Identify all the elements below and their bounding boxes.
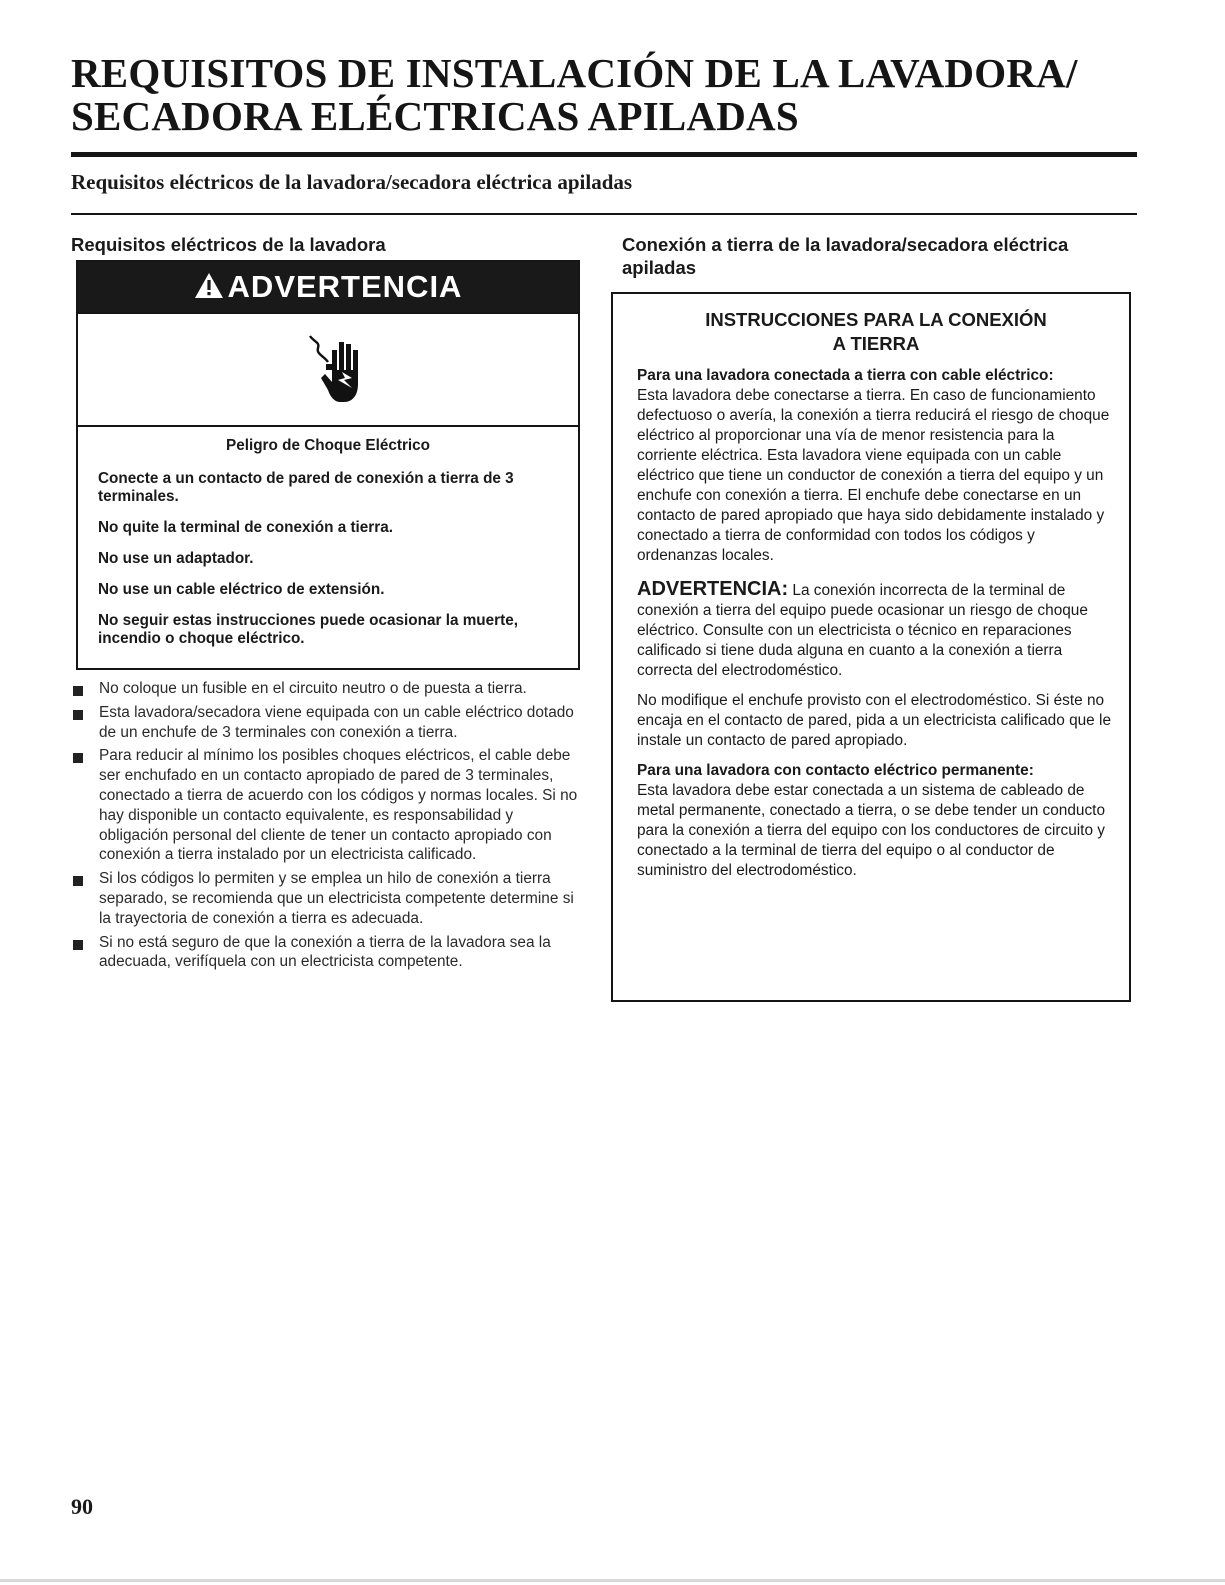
title-rule	[71, 152, 1137, 157]
permanent-heading: Para una lavadora con contacto eléctrico permanente:	[637, 762, 1034, 779]
warning-box	[76, 260, 580, 670]
page-bottom-edge	[0, 1579, 1225, 1582]
grounding-instructions-box	[611, 292, 1131, 1002]
modify-plug-text: No modifique el enchufe provisto con el electrodoméstico. Si éste no encaja en el contacto de pared, pida a un electricista calificado que le instale un contacto de pared apropiado.	[637, 692, 1111, 749]
page-title	[71, 52, 1151, 138]
permanent-section	[637, 761, 1115, 881]
warning-header	[78, 262, 578, 314]
page-title-line-2: SECADORA ELÉCTRICAS APILADAS	[71, 93, 799, 139]
square-bullet-icon	[73, 710, 83, 720]
subtitle-rule	[71, 213, 1137, 215]
grounding-title	[637, 308, 1115, 356]
warning-line: No quite la terminal de conexión a tierra.	[98, 519, 393, 536]
grounding-title-line-1: INSTRUCCIONES PARA LA CONEXIÓN	[705, 309, 1047, 330]
warning-line: Conecte a un contacto de pared de conexión a tierra de 3 terminales.	[98, 470, 514, 505]
page-title-line-1: REQUISITOS DE INSTALACIÓN DE LA LAVADORA/	[71, 50, 1078, 96]
warning-title: ADVERTENCIA	[227, 269, 463, 304]
corded-section	[637, 366, 1115, 566]
warning-title-wrap	[194, 269, 463, 305]
grounding-title-line-2: A TIERRA	[832, 333, 920, 354]
warning-hazard: Peligro de Choque Eléctrico	[226, 437, 430, 454]
list-item-text: Si no está seguro de que la conexión a tierra de la lavadora sea la adecuada, verifíquela con un electricista competente.	[99, 933, 551, 971]
list-item	[71, 679, 581, 699]
section-subtitle: Requisitos eléctricos de la lavadora/secadora eléctrica apiladas	[71, 170, 633, 194]
corded-text: Esta lavadora debe conectarse a tierra. En caso de funcionamiento defectuoso o avería, la conexión a tierra reducirá el riesgo de choque eléctrico al proporcionar una vía de menor resistencia para la corriente eléctrica. Esta lavadora viene equipada con un cable eléctrico que tiene un conductor de conexión a tierra del equipo y un enchufe con conexión a tierra. El enchufe debe conectarse en un contacto de pared apropiado que haya sido debidamente instalado y conectado a tierra de conformidad con todos los códigos y ordenanzas locales.	[637, 387, 1110, 564]
list-item-text: Esta lavadora/secadora viene equipada con un cable eléctrico dotado de un enchufe de 3 terminales con conexión a tierra.	[99, 703, 574, 741]
grounding-warning	[637, 579, 1115, 681]
square-bullet-icon	[73, 686, 83, 696]
left-column-heading: Requisitos eléctricos de la lavadora	[71, 234, 386, 255]
permanent-text: Esta lavadora debe estar conectada a un sistema de cableado de metal permanente, conectado a tierra, o se debe tender un conducto para la conexión a tierra del equipo con los conductores de circuito y conectado a la terminal de tierra del equipo o al conductor de suministro del electrodoméstico.	[637, 782, 1106, 879]
warning-triangle-icon	[194, 272, 224, 299]
grounding-warning-label: ADVERTENCIA:	[637, 578, 789, 600]
warning-line: No seguir estas instrucciones puede ocasionar la muerte, incendio o choque eléctrico.	[98, 612, 518, 647]
list-item-text: No coloque un fusible en el circuito neutro o de puesta a tierra.	[99, 680, 527, 697]
list-item	[71, 933, 581, 973]
list-item	[71, 703, 581, 743]
square-bullet-icon	[73, 753, 83, 763]
list-item	[71, 869, 581, 928]
warning-icon-area	[78, 314, 578, 427]
warning-line: No use un cable eléctrico de extensión.	[98, 581, 385, 598]
corded-heading: Para una lavadora conectada a tierra con cable eléctrico:	[637, 367, 1054, 384]
list-item-text: Para reducir al mínimo los posibles choques eléctricos, el cable debe ser enchufado en un contacto apropiado de pared de 3 terminales, conectado a tierra de acuerdo con los códigos y normas locales. Si no hay disponible un contacto equivalente, es responsabilidad y obligación personal del cliente de tener un contacto apropiado con conexión a tierra instalado por un electricista calificado.	[99, 747, 578, 864]
square-bullet-icon	[73, 940, 83, 950]
right-column-heading: Conexión a tierra de la lavadora/secadora eléctrica apiladas	[622, 234, 1069, 278]
list-item	[71, 746, 581, 865]
grounding-warning-text: La conexión incorrecta de la terminal de conexión a tierra del equipo puede ocasionar un riesgo de choque eléctrico. Consulte con un electricista o técnico en reparaciones calificado si tiene duda alguna en cuanto a la conexión a tierra correcta del electrodoméstico.	[637, 582, 1088, 679]
square-bullet-icon	[73, 876, 83, 886]
requirements-list	[71, 679, 581, 976]
electric-shock-hand-icon	[306, 334, 366, 406]
page-number: 90	[71, 1494, 93, 1519]
warning-text	[78, 427, 578, 648]
warning-line: No use un adaptador.	[98, 550, 254, 567]
list-item-text: Si los códigos lo permiten y se emplea un hilo de conexión a tierra separado, se recomienda que un electricista competente determine si la trayectoria de conexión a tierra es adecuada.	[99, 870, 574, 927]
